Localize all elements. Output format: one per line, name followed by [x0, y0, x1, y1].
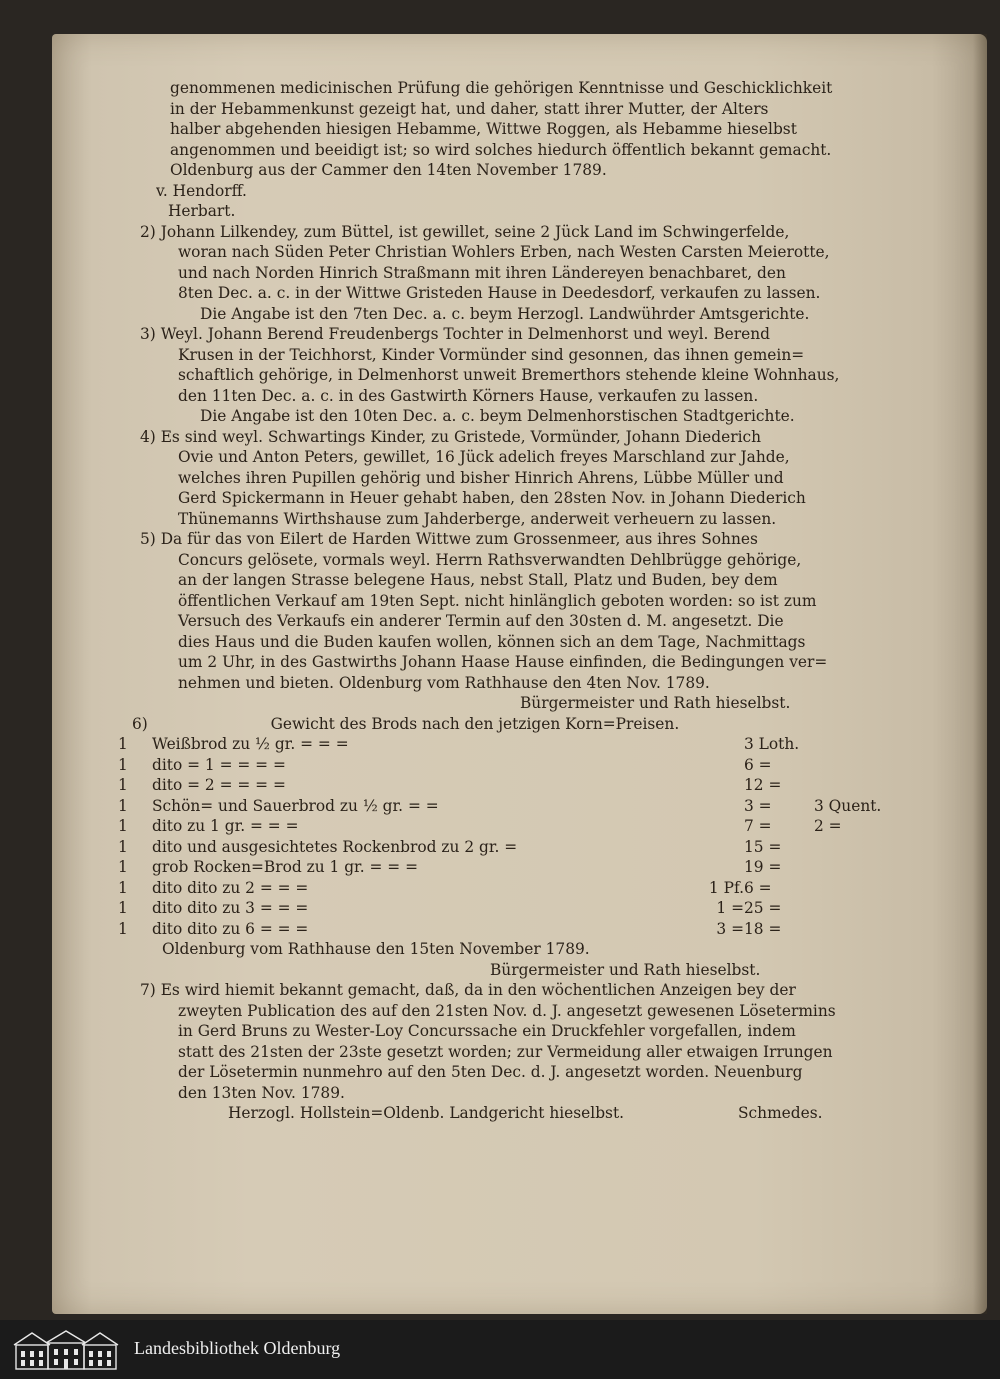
text-line: an der langen Strasse belegene Haus, nebst Stall, Platz und Buden, bey dem [178, 571, 778, 589]
text-line: Die Angabe ist den 7ten Dec. a. c. beym Herzogl. Landwührder Amtsgerichte. [200, 304, 810, 323]
text-line: woran nach Süden Peter Christian Wohlers Erben, nach Westen Carsten Meierotte, [178, 243, 830, 261]
bread-weight-table [118, 734, 894, 939]
row-description: dito = 2 = = = = [152, 776, 286, 794]
row-quent [814, 898, 894, 919]
row-count: 1 [118, 919, 128, 938]
text-line: in der Hebammenkunst gezeigt hat, und daher, statt ihrer Mutter, der Alters [170, 99, 769, 118]
row-count: 1 [118, 796, 128, 815]
row-description: dito und ausgesichtetes Rockenbrod zu 2 gr. = [152, 837, 518, 856]
text-line: den 11ten Dec. a. c. in des Gastwirth Körners Hause, verkaufen zu lassen. [178, 386, 759, 405]
row-description: Schön= und Sauerbrod zu ½ gr. = = [152, 796, 439, 815]
text-line: Ovie und Anton Peters, gewillet, 16 Jück adelich freyes Marschland zur Jahde, [178, 448, 790, 466]
row-pfund [682, 775, 744, 796]
table-row [118, 919, 894, 940]
signature-mayor-council: Bürgermeister und Rath hieselbst. [490, 960, 761, 979]
row-description: grob Rocken=Brod zu 1 gr. = = = [152, 858, 418, 876]
table-row [118, 775, 894, 796]
row-pfund: 1 Pf. [708, 878, 744, 897]
text-line: der Lösetermin nunmehro auf den 5ten Dec. d. J. angesetzt worden. Neuenburg [178, 1063, 803, 1081]
table-row [118, 898, 894, 919]
text-line: Oldenburg aus der Cammer den 14ten November 1789. [170, 161, 607, 179]
table-row [118, 734, 894, 755]
text-line: zweyten Publication des auf den 21sten Nov. d. J. angesetzt gewesenen Lösetermins [178, 1001, 836, 1020]
row-loth: 3 = [744, 796, 772, 815]
notice-item-6 [118, 714, 930, 981]
item7-signature-line [170, 1103, 930, 1124]
notice-item-3 [140, 324, 930, 427]
row-quent: 2 = [814, 817, 842, 835]
row-count: 1 [118, 755, 128, 774]
row-description: Weißbrod zu ½ gr. = = = [152, 735, 349, 753]
row-loth: 18 = [744, 919, 782, 938]
row-pfund: 3 = [716, 919, 744, 938]
row-pfund [682, 857, 744, 878]
bread-table-title: Gewicht des Brods nach den jetzigen Korn=Preisen. [270, 714, 680, 733]
row-quent [814, 775, 894, 796]
row-quent: 3 Quent. [814, 796, 882, 815]
text-line: angenommen und beeidigt ist; so wird solches hiedurch öffentlich bekannt gemacht. [170, 140, 832, 159]
text-line: 8ten Dec. a. c. in der Wittwe Gristeden Hause in Deedesdorf, verkaufen zu lassen. [178, 284, 821, 302]
row-count: 1 [118, 735, 128, 753]
row-count: 1 [118, 858, 128, 876]
text-line: öffentlichen Verkauf am 19ten Sept. nicht hinlänglich geboten worden: so ist zum [178, 591, 817, 610]
item-number: 6) [132, 714, 148, 733]
signature-landgericht: Herzogl. Hollstein=Oldenb. Landgericht hieselbst. [228, 1104, 625, 1122]
row-description: dito zu 1 gr. = = = [152, 817, 299, 835]
row-loth: 6 = [744, 755, 772, 774]
row-loth: 25 = [744, 899, 782, 917]
row-count: 1 [118, 878, 128, 897]
text-line: genommenen medicinischen Prüfung die gehörigen Kenntnisse und Geschicklichkeit [170, 79, 833, 97]
row-loth: 7 = [744, 817, 772, 835]
table-row [118, 796, 894, 817]
signature-schmedes: Schmedes. [738, 1104, 823, 1122]
row-loth: 15 = [744, 837, 782, 856]
library-building-icon [12, 1329, 120, 1371]
row-loth: 6 = [744, 878, 772, 897]
row-pfund [682, 796, 744, 817]
text-line: Versuch des Verkaufs ein anderer Termin auf den 30sten d. M. angesetzt. Die [178, 612, 784, 630]
text-line: schaftlich gehörige, in Delmenhorst unweit Bremerthors stehende kleine Wohnhaus, [178, 366, 840, 384]
text-line: nehmen und bieten. Oldenburg vom Rathhause den 4ten Nov. 1789. [178, 673, 710, 692]
text-line: 2) Johann Lilkendey, zum Büttel, ist gewillet, seine 2 Jück Land im Schwingerfelde, [140, 222, 790, 241]
row-pfund [682, 837, 744, 858]
notice-item-5 [140, 529, 930, 693]
table-row [118, 816, 894, 837]
text-line: 4) Es sind weyl. Schwartings Kinder, zu Gristede, Vormünder, Johann Diederich [140, 427, 762, 446]
row-description: dito dito zu 2 = = = [152, 878, 309, 897]
text-line: 7) Es wird hiemit bekannt gemacht, daß, da in den wöchentlichen Anzeigen bey der [140, 981, 796, 999]
row-count: 1 [118, 817, 128, 835]
text-line: halber abgehenden hiesigen Hebamme, Wittwe Roggen, als Hebamme hieselbst [170, 120, 797, 138]
page-edge-shadow [973, 34, 987, 1314]
row-quent [814, 857, 894, 878]
row-quent [814, 837, 894, 858]
row-description: dito dito zu 3 = = = [152, 899, 309, 917]
table-row [118, 878, 894, 899]
row-description: dito = 1 = = = = [152, 755, 286, 774]
signature-hendorff: v. Hendorff. [156, 181, 247, 200]
text-line: Gerd Spickermann in Heuer gehabt haben, den 28sten Nov. in Johann Diederich [178, 489, 806, 507]
text-line: und nach Norden Hinrich Straßmann mit ihren Ländereyen benachbaret, den [178, 263, 786, 282]
row-quent [814, 734, 894, 755]
text-line: 5) Da für das von Eilert de Harden Wittwe zum Grossenmeer, aus ihres Sohnes [140, 530, 758, 548]
page-text [118, 78, 930, 1124]
row-quent [814, 755, 894, 776]
bread-table-closing: Oldenburg vom Rathhause den 15ten November 1789. [162, 940, 590, 958]
row-loth: 3 Loth. [744, 735, 800, 753]
text-line: in Gerd Bruns zu Wester-Loy Concurssache ein Druckfehler vorgefallen, indem [178, 1022, 796, 1040]
row-pfund [682, 816, 744, 837]
row-loth: 19 = [744, 858, 782, 876]
footer-bar [0, 1320, 1000, 1379]
row-count: 1 [118, 837, 128, 856]
text-line: dies Haus und die Buden kaufen wollen, können sich an dem Tage, Nachmittags [178, 632, 806, 651]
intro-paragraph [170, 78, 930, 181]
text-line: welches ihren Pupillen gehörig und bisher Hinrich Ahrens, Lübbe Müller und [178, 468, 784, 487]
text-line: um 2 Uhr, in des Gastwirths Johann Haase Hause einfinden, die Bedingungen ver= [178, 653, 828, 671]
row-description: dito dito zu 6 = = = [152, 919, 309, 938]
text-line: den 13ten Nov. 1789. [178, 1083, 345, 1102]
bread-table-heading [132, 714, 930, 735]
signature-herbart: Herbart. [168, 202, 236, 220]
row-pfund [682, 734, 744, 755]
table-row [118, 837, 894, 858]
row-loth: 12 = [744, 776, 782, 794]
text-line: Concurs gelösete, vormals weyl. Herrn Rathsverwandten Dehlbrügge gehörige, [178, 550, 802, 569]
table-row [118, 857, 894, 878]
row-quent [814, 878, 894, 899]
text-line: Die Angabe ist den 10ten Dec. a. c. beym Delmenhorstischen Stadtgerichte. [200, 407, 795, 425]
notice-item-2 [140, 222, 930, 325]
row-quent [814, 919, 894, 940]
row-count: 1 [118, 776, 128, 794]
row-count: 1 [118, 899, 128, 917]
text-line: statt des 21sten der 23ste gesetzt worden; zur Vermeidung aller etwaigen Irrungen [178, 1042, 833, 1061]
text-line: Thünemanns Wirthshause zum Jahderberge, anderweit verheuern zu lassen. [178, 509, 777, 528]
signature-mayor-council: Bürgermeister und Rath hieselbst. [520, 694, 791, 712]
table-row [118, 755, 894, 776]
notice-item-4 [140, 427, 930, 530]
notice-item-7 [140, 980, 930, 1103]
row-pfund: 1 = [716, 899, 744, 917]
row-pfund [682, 755, 744, 776]
library-name: Landesbibliothek Oldenburg [134, 1338, 341, 1358]
text-line: 3) Weyl. Johann Berend Freudenbergs Tochter in Delmenhorst und weyl. Berend [140, 325, 770, 343]
text-line: Krusen in der Teichhorst, Kinder Vormünder sind gesonnen, das ihnen gemein= [178, 345, 805, 364]
